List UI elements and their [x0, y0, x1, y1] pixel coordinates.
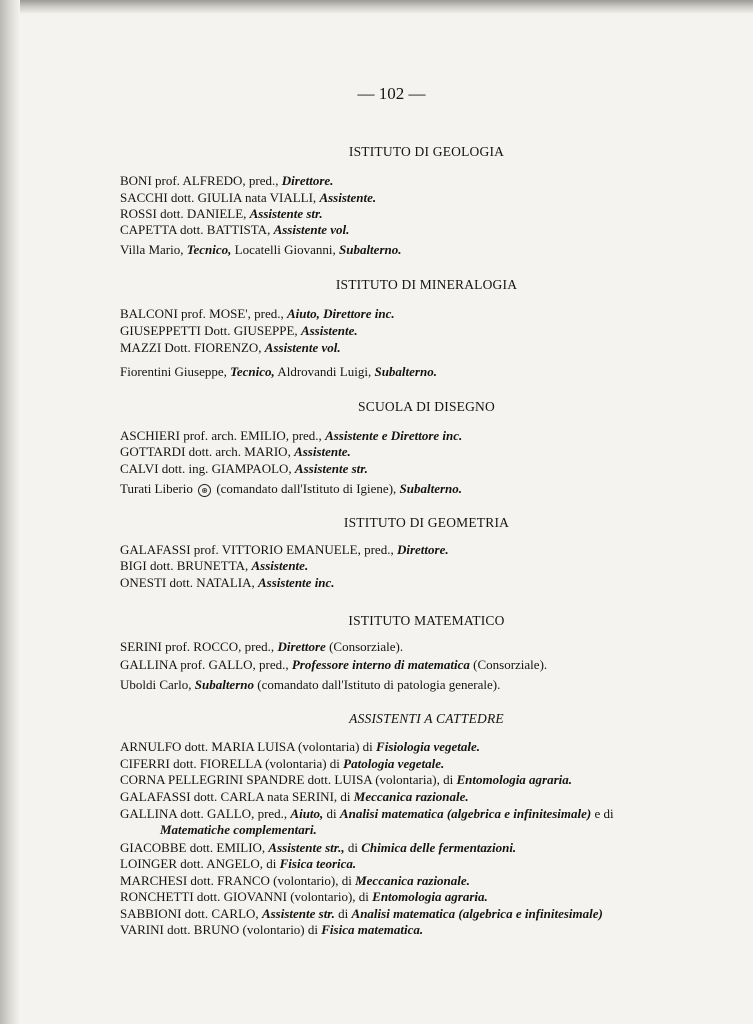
role-text: Assistente.	[251, 558, 309, 573]
role-text: Aiuto,	[290, 806, 324, 821]
name-text: BALCONI prof. MOSE', pred.,	[120, 306, 287, 321]
name-text: CORNA PELLEGRINI SPANDRE dott. LUISA (volontaria), di	[120, 772, 457, 787]
role-text: Subalterno.	[399, 481, 463, 496]
role-text: Analisi matematica (algebrica e infinitesimale)	[339, 806, 592, 821]
section-title: SCUOLA DI DISEGNO	[358, 399, 495, 414]
name-text: ASCHIERI prof. arch. EMILIO, pred.,	[120, 428, 326, 443]
entry-line	[120, 739, 480, 755]
name-text: Aldrovandi Luigi,	[274, 364, 375, 379]
name-text: BONI prof. ALFREDO, pred.,	[120, 173, 282, 188]
name-text: GIUSEPPETTI Dott. GIUSEPPE,	[120, 323, 301, 338]
entry-line	[120, 173, 333, 189]
page-number: — 102 —	[357, 84, 426, 103]
role-text: Chimica delle fermentazioni.	[361, 840, 517, 855]
name-text: ARNULFO dott. MARIA LUISA (volontaria) di	[120, 739, 377, 754]
role-text: Fisica matematica.	[321, 922, 424, 937]
deceased-symbol-icon: ⊛	[198, 484, 211, 497]
entry-line	[120, 806, 614, 822]
entry-line	[120, 222, 349, 238]
role-text: Meccanica razionale.	[353, 789, 469, 804]
entry-line	[120, 542, 449, 558]
role-text: Assistente vol.	[264, 340, 341, 355]
role-text: Assistente.	[300, 323, 358, 338]
role-text: Direttore.	[281, 173, 334, 188]
entry-line	[120, 889, 488, 905]
name-text: GOTTARDI dott. arch. MARIO,	[120, 444, 295, 459]
role-text: Professore interno di matematica	[291, 657, 470, 672]
name-text: RONCHETTI dott. GIOVANNI (volontario), di	[120, 889, 373, 904]
entry-line	[120, 772, 572, 788]
name-text: (comandato dall'Istituto di patologia generale).	[254, 677, 501, 692]
name-text: Turati Liberio	[120, 481, 197, 496]
entry-line	[120, 756, 444, 772]
section-title: ISTITUTO DI GEOMETRIA	[343, 515, 510, 530]
role-text: Assistente str.	[294, 461, 368, 476]
name-text: e di	[591, 806, 614, 821]
role-text: Assistente.	[294, 444, 351, 459]
name-text: Villa Mario,	[120, 242, 187, 257]
name-text: CIFERRI dott. FIORELLA (volontaria) di	[120, 756, 344, 771]
role-text: Subalterno.	[374, 364, 437, 379]
name-text: (Consorziale).	[469, 657, 548, 672]
role-text: Assistente str.	[249, 206, 323, 221]
name-text: GIACOBBE dott. EMILIO,	[120, 840, 269, 855]
entry-line	[120, 677, 500, 693]
role-text: Direttore.	[396, 542, 449, 557]
role-text: Fisiologia vegetale.	[376, 739, 481, 754]
entry-line	[120, 639, 403, 655]
entry-line	[120, 428, 462, 444]
name-text: SABBIONI dott. CARLO,	[120, 906, 262, 921]
name-text: (comandato dall'Istituto di Igiene),	[213, 481, 400, 496]
role-text: Entomologia agraria.	[456, 772, 573, 787]
role-text: Aiuto, Direttore inc.	[287, 306, 395, 321]
entry-line	[120, 789, 469, 805]
role-text: Patologia vegetale.	[343, 756, 445, 771]
entry-line	[120, 340, 341, 356]
name-text: ONESTI dott. NATALIA,	[120, 575, 258, 590]
role-text: Direttore	[277, 639, 326, 654]
role-text: Subalterno.	[338, 242, 402, 257]
name-text: GALLINA dott. GALLO, pred.,	[120, 806, 291, 821]
name-text: BIGI dott. BRUNETTA,	[120, 558, 252, 573]
name-text: Locatelli Giovanni,	[231, 242, 339, 257]
entry-line	[120, 657, 547, 673]
name-text: GALAFASSI dott. CARLA nata SERINI, di	[120, 789, 354, 804]
entry-line	[120, 206, 323, 222]
entry-line	[120, 306, 395, 322]
section-title: ISTITUTO DI GEOLOGIA	[348, 144, 505, 159]
role-text: Assistente.	[319, 190, 377, 205]
entry-line	[120, 444, 351, 460]
entry-line	[120, 323, 358, 339]
name-text: CALVI dott. ing. GIAMPAOLO,	[120, 461, 295, 476]
entry-line	[120, 575, 335, 591]
entry-line	[160, 822, 317, 838]
name-text: SACCHI dott. GIULIA nata VIALLI,	[120, 190, 320, 205]
role-text: Assistente inc.	[257, 575, 335, 590]
role-text: Assistente str.,	[268, 840, 345, 855]
section-title: ASSISTENTI A CATTEDRE	[349, 711, 504, 726]
entry-line	[120, 190, 376, 206]
role-text: Assistente e Direttore inc.	[325, 428, 463, 443]
name-text: Uboldi Carlo,	[120, 677, 195, 692]
entry-line	[120, 906, 603, 922]
name-text: MAZZI Dott. FIORENZO,	[120, 340, 265, 355]
section-title: ISTITUTO MATEMATICO	[348, 613, 505, 628]
entry-line	[120, 873, 470, 889]
entry-line	[120, 840, 516, 856]
name-text: CAPETTA dott. BATTISTA,	[120, 222, 274, 237]
entry-line	[120, 481, 462, 497]
role-text: Tecnico,	[186, 242, 232, 257]
role-text: Analisi matematica (algebrica e infinitesimale)	[351, 906, 603, 921]
name-text: MARCHESI dott. FRANCO (volontario), di	[120, 873, 356, 888]
name-text: GALAFASSI prof. VITTORIO EMANUELE, pred.,	[120, 542, 397, 557]
role-text: Subalterno	[194, 677, 254, 692]
role-text: Matematiche complementari.	[160, 822, 317, 837]
entry-line	[120, 558, 308, 574]
name-text: GALLINA prof. GALLO, pred.,	[120, 657, 292, 672]
name-text: SERINI prof. ROCCO, pred.,	[120, 639, 278, 654]
entry-line	[120, 922, 423, 938]
role-text: Entomologia agraria.	[372, 889, 488, 904]
entry-line	[120, 242, 401, 258]
section-title: ISTITUTO DI MINERALOGIA	[335, 277, 518, 292]
name-text: Fiorentini Giuseppe,	[120, 364, 231, 379]
role-text: Fisica teorica.	[279, 856, 357, 871]
entry-line	[120, 856, 356, 872]
entry-line	[120, 461, 368, 477]
name-text: VARINI dott. BRUNO (volontario) di	[120, 922, 322, 937]
name-text: di	[344, 840, 362, 855]
name-text: di	[323, 806, 340, 821]
name-text: (Consorziale).	[325, 639, 404, 654]
name-text: di	[334, 906, 352, 921]
role-text: Assistente str.	[261, 906, 335, 921]
entry-line	[120, 364, 437, 380]
name-text: ROSSI dott. DANIELE,	[120, 206, 250, 221]
role-text: Tecnico,	[230, 364, 275, 379]
role-text: Assistente vol.	[273, 222, 350, 237]
name-text: LOINGER dott. ANGELO, di	[120, 856, 280, 871]
role-text: Meccanica razionale.	[355, 873, 470, 888]
